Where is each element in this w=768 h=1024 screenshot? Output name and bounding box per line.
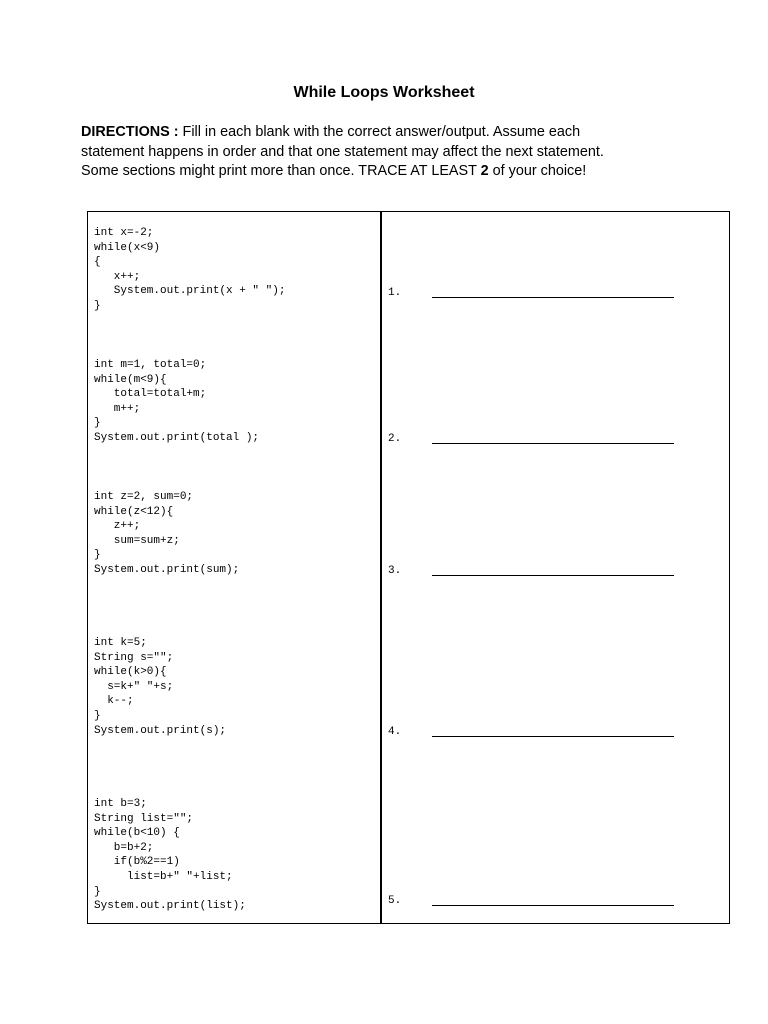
answer-number-3: 3. (388, 565, 402, 577)
code-block-5: int b=3; String list=""; while(b<10) { b=b+2; if(b%2==1) list=b+" "+list; } System.out.print(list); (94, 798, 246, 913)
page-title: While Loops Worksheet (293, 84, 475, 101)
answer-number-4: 4. (388, 726, 402, 738)
answer-blank-3[interactable] (432, 575, 674, 576)
directions (81, 123, 701, 182)
answer-blank-5[interactable] (432, 905, 674, 906)
directions-text-3a: Some sections might print more than once. TRACE AT LEAST (81, 163, 481, 179)
directions-label: DIRECTIONS : (81, 124, 179, 140)
column-divider (380, 211, 382, 924)
directions-line-1 (81, 123, 701, 143)
answer-number-1: 1. (388, 287, 402, 299)
directions-text-3b: of your choice! (488, 163, 587, 179)
answer-number-5: 5. (388, 895, 402, 907)
answer-blank-2[interactable] (432, 443, 674, 444)
answer-blank-1[interactable] (432, 297, 674, 298)
answer-number-2: 2. (388, 433, 402, 445)
code-block-2: int m=1, total=0; while(m<9){ total=total+m; m++; } System.out.print(total ); (94, 359, 260, 444)
answer-blank-4[interactable] (432, 736, 674, 737)
code-block-1: int x=-2; while(x<9) { x++; System.out.print(x + " "); } (94, 227, 286, 312)
directions-line-2: statement happens in order and that one statement may affect the next statement. (81, 143, 604, 160)
directions-emphasis: 2 (480, 163, 489, 179)
code-block-3: int z=2, sum=0; while(z<12){ z++; sum=sum+z; } System.out.print(sum); (94, 491, 240, 576)
directions-text-1: Fill in each blank with the correct answer/output. Assume each (178, 124, 581, 140)
code-block-4: int k=5; String s=""; while(k>0){ s=k+" "+s; k--; } System.out.print(s); (94, 637, 227, 737)
directions-line-3 (81, 162, 701, 182)
